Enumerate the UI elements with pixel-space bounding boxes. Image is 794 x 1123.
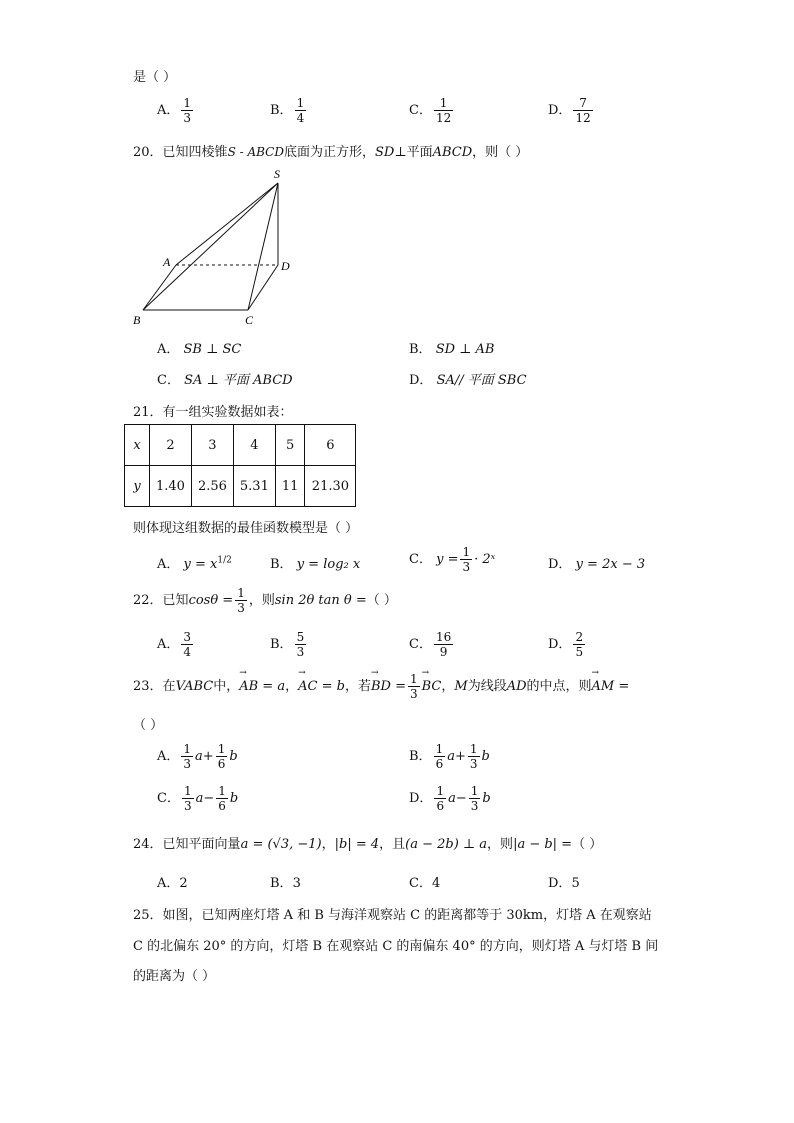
stem-text: ，: [321, 837, 335, 852]
math-symbol: M: [454, 679, 468, 694]
q22-option-a: [157, 630, 195, 659]
option-label: D．: [409, 791, 433, 806]
frac-num: 1: [409, 672, 418, 686]
q24-option-b: [270, 872, 301, 891]
vector-symbol: b: [229, 749, 238, 764]
table-cell: 6: [305, 425, 356, 466]
q23-option-c: [157, 784, 238, 813]
label-b: B: [133, 313, 141, 327]
option-label: A．: [157, 342, 180, 357]
frac-den: 3: [469, 757, 478, 771]
frac-num: 1: [469, 742, 478, 756]
operator: −: [455, 791, 467, 806]
frac-num: 1: [183, 742, 192, 756]
q20-stem: [133, 141, 528, 160]
label-a: A: [163, 255, 171, 269]
vector-symbol: b: [229, 791, 239, 806]
q21-stem: [133, 401, 293, 420]
edge-ab: [143, 265, 176, 310]
q20-option-d: [409, 369, 527, 388]
option-label: C．: [409, 876, 432, 891]
option-text: y = log₂ x: [296, 557, 361, 572]
option-text: · 2ˣ: [474, 552, 496, 567]
edge-sc: [248, 183, 278, 310]
stem-text: 为线段: [467, 679, 507, 694]
option-text: y = 2x − 3: [575, 557, 646, 572]
q24-stem: [133, 833, 602, 852]
q19-option-c: [409, 96, 455, 125]
q21-data-table: [124, 424, 356, 507]
q21-follow: 则体现这组数据的最佳函数模型是（ ）: [133, 521, 359, 536]
q21-option-b: [270, 553, 360, 572]
q22-option-b: [270, 630, 308, 659]
frac-den: 3: [183, 111, 192, 125]
vector-bd: → BD: [371, 679, 391, 694]
table-cell: 5.31: [233, 466, 275, 507]
q22-option-c: [409, 630, 455, 659]
frac-num: 1: [462, 545, 471, 559]
option-label: A．: [157, 876, 180, 891]
vector-am: → AM: [592, 679, 615, 694]
q23-option-d: [409, 784, 491, 813]
table-cell: 2: [150, 425, 192, 466]
stem-text: ，若: [344, 679, 371, 694]
frac-den: 3: [237, 601, 245, 615]
question-number: 20．: [133, 145, 163, 160]
option-label: C．: [157, 373, 180, 388]
frac-num: 3: [183, 630, 192, 644]
table-cell: 11: [275, 466, 305, 507]
math-symbol: a = (√3, −1): [240, 837, 322, 852]
frac-den: 12: [435, 111, 452, 125]
option-label: D．: [548, 557, 572, 572]
frac-den: 3: [183, 799, 192, 813]
option-text: y = x: [183, 557, 218, 572]
option-text: SA// 平面 SBC: [436, 373, 527, 388]
frac-den: 6: [217, 757, 226, 771]
stem-text: 如图，已知两座灯塔 A 和 B 与海洋观察站 C 的距离都等于 30km，灯塔 A 在观察站: [162, 908, 652, 923]
option-label: B．: [270, 557, 293, 572]
frac-num: 1: [435, 742, 444, 756]
option-label: C．: [409, 103, 432, 118]
frac-num: 1: [183, 96, 192, 110]
option-label: C．: [409, 552, 432, 567]
option-label: D．: [548, 103, 572, 118]
vector-symbol: a: [447, 749, 455, 764]
table-row: [125, 425, 356, 466]
stem-text: 底面为正方形，: [283, 145, 375, 160]
vector-symbol: b: [481, 749, 490, 764]
math-symbol: =: [614, 679, 630, 694]
q25-line-1: [133, 904, 652, 923]
table-cell: y: [125, 466, 150, 507]
table-cell: 1.40: [150, 466, 192, 507]
q21-option-c: [409, 545, 495, 574]
q19-stem-tail: 是（ ）: [133, 70, 177, 85]
q23-stem: 23．在VABC中，→ AB = a，→ AC = b，若→ BD = $\frac{1}{3}$ → BC，M为线段AD的中点，则→ AM =: [133, 672, 629, 701]
frac-den: 3: [462, 560, 471, 574]
stem-text: ，: [441, 679, 455, 694]
option-label: D．: [548, 876, 572, 891]
math-symbol: ABCD: [432, 145, 473, 160]
frac-den: 12: [575, 111, 591, 125]
option-text: 4: [431, 876, 441, 891]
frac-den: 6: [436, 799, 445, 813]
option-label: B．: [270, 637, 293, 652]
stem-text: 的中点，则: [526, 679, 592, 694]
option-text: 2: [179, 876, 188, 891]
option-text: SB ⊥ SC: [183, 342, 242, 357]
stem-text: （ ）: [572, 837, 603, 852]
q22-stem: [133, 586, 397, 615]
math-symbol: = a: [258, 679, 286, 694]
math-symbol: |a − b| =: [513, 837, 573, 852]
stem-text: 已知平面向量: [162, 837, 241, 852]
table-cell: 4: [233, 425, 275, 466]
question-number: 24．: [133, 837, 163, 852]
vector-bc: → BC: [422, 679, 442, 694]
q25-line-3: 的距离为（ ）: [133, 969, 216, 984]
frac-den: 6: [218, 799, 226, 813]
option-label: A．: [157, 637, 180, 652]
math-symbol: (a − 2b) ⊥ a: [405, 837, 488, 852]
frac-num: 1: [218, 784, 226, 798]
q22-option-d: [548, 630, 587, 659]
math-symbol: AD: [506, 679, 527, 694]
vector-symbol: a: [195, 791, 204, 806]
option-label: B．: [270, 876, 293, 891]
q23-option-a: [157, 742, 238, 771]
option-label: C．: [157, 791, 180, 806]
question-number: 22．: [133, 593, 163, 608]
stem-text: 已知四棱锥: [162, 145, 228, 160]
option-label: D．: [548, 637, 572, 652]
option-text: y =: [436, 552, 459, 567]
table-cell: 2.56: [191, 466, 233, 507]
vector-symbol: b: [482, 791, 491, 806]
table-row: [125, 466, 356, 507]
exponent: 1/2: [217, 555, 232, 566]
table-cell: 21.30: [305, 466, 356, 507]
frac-den: 3: [409, 687, 418, 701]
math-symbol: SD: [375, 145, 395, 160]
option-label: A．: [157, 749, 180, 764]
frac-den: 4: [183, 645, 192, 659]
vector-symbol: a: [448, 791, 456, 806]
frac-num: 1: [470, 784, 479, 798]
option-label: C．: [409, 637, 432, 652]
stem-text: ，则（ ）: [472, 145, 529, 160]
stem-text: ⊥平面: [394, 145, 433, 160]
label-s: S: [274, 167, 280, 181]
operator: −: [203, 791, 215, 806]
stem-text: ，且: [379, 837, 406, 852]
math-symbol: cosθ =: [188, 593, 234, 608]
math-symbol: |b| = 4: [334, 837, 380, 852]
option-label: A．: [157, 557, 180, 572]
option-label: B．: [409, 342, 432, 357]
q19-option-a: [157, 96, 195, 125]
pyramid-figure: [128, 162, 308, 332]
stem-text: ，则: [487, 837, 514, 852]
frac-num: 1: [237, 586, 245, 600]
vector-symbol: a: [195, 749, 203, 764]
frac-den: 3: [296, 645, 305, 659]
stem-text: 中，: [213, 679, 240, 694]
operator: +: [202, 749, 214, 764]
math-symbol: = b: [317, 679, 345, 694]
frac-den: 4: [296, 111, 305, 125]
q19-option-d: [548, 96, 595, 125]
frac-num: 1: [436, 784, 445, 798]
option-text: SD ⊥ AB: [435, 342, 495, 357]
stem-text: 已知: [162, 593, 189, 608]
q19-option-b: [270, 96, 308, 125]
math-symbol: VABC: [175, 679, 214, 694]
table-cell: 5: [275, 425, 305, 466]
question-number: 21．: [133, 405, 163, 420]
frac-den: 5: [575, 645, 584, 659]
math-symbol: sin 2θ tan θ =: [274, 593, 367, 608]
frac-num: 1: [183, 784, 192, 798]
q23-paren: （ ）: [133, 718, 164, 733]
stem-text: 在: [162, 679, 176, 694]
frac-num: 5: [296, 630, 305, 644]
stem-text: （ ）: [366, 593, 397, 608]
option-label: A．: [157, 103, 180, 118]
q20-option-b: [409, 338, 494, 357]
option-label: D．: [409, 373, 433, 388]
label-c: C: [245, 313, 254, 327]
stem-text: ，则: [248, 593, 275, 608]
q21-option-a: [157, 553, 232, 572]
q23-option-b: [409, 742, 490, 771]
option-text: 5: [571, 876, 580, 891]
frac-num: 1: [296, 96, 305, 110]
edge-sa: [176, 183, 278, 265]
frac-den: 3: [470, 799, 479, 813]
operator: +: [454, 749, 466, 764]
math-symbol: S - ABCD: [227, 145, 284, 159]
q24-option-a: [157, 872, 188, 891]
frac-den: 9: [439, 645, 448, 659]
frac-num: 16: [435, 630, 452, 644]
option-text: 3: [292, 876, 301, 891]
question-number: 25．: [133, 908, 163, 923]
frac-num: 2: [575, 630, 584, 644]
q21-option-d: [548, 553, 645, 572]
math-symbol: =: [390, 679, 406, 694]
table-cell: x: [125, 425, 150, 466]
frac-den: 3: [183, 757, 192, 771]
stem-text: 有一组实验数据如表：: [162, 405, 293, 420]
q20-option-c: [157, 369, 293, 388]
vector-ac: → AC: [298, 679, 317, 694]
q24-option-d: [548, 872, 580, 891]
q25-line-2: C 的北偏东 20° 的方向，灯塔 B 在观察站 C 的南偏东 40° 的方向，则灯塔 A 与灯塔 B 间: [133, 939, 659, 954]
option-label: B．: [270, 103, 293, 118]
vector-ab: → AB: [239, 679, 258, 694]
frac-den: 6: [435, 757, 444, 771]
frac-num: 7: [573, 96, 592, 111]
option-label: B．: [409, 749, 432, 764]
label-d: D: [281, 259, 290, 273]
edge-sb: [143, 183, 278, 310]
q24-option-c: [409, 872, 440, 891]
edge-cd: [248, 265, 278, 310]
frac-num: 1: [217, 742, 226, 756]
table-cell: 3: [191, 425, 233, 466]
question-number: 23．: [133, 679, 163, 694]
q20-option-a: [157, 338, 241, 357]
option-text: SA ⊥ 平面 ABCD: [184, 373, 293, 388]
frac-num: 1: [434, 96, 453, 111]
